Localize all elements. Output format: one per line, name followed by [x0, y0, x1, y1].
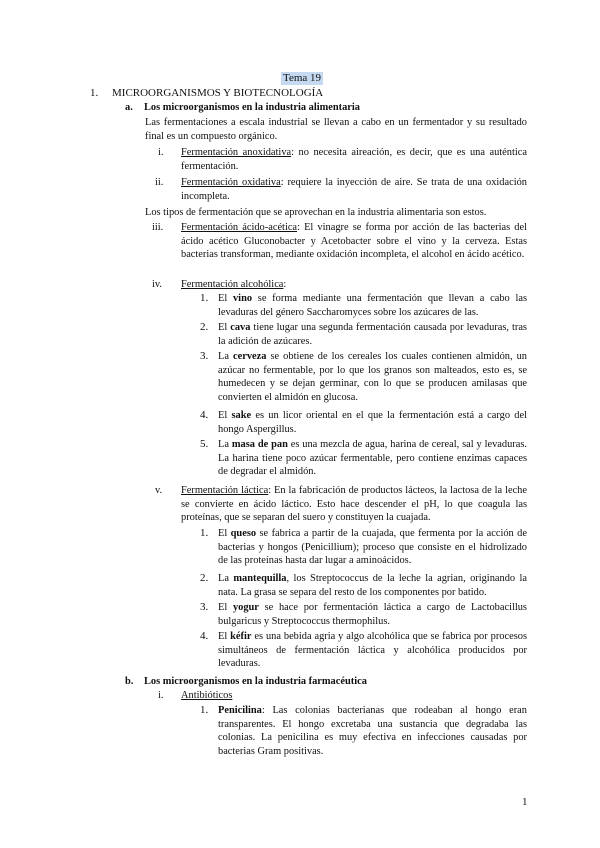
subsection-a-title: Los microorganismos en la industria alimentaria: [144, 102, 360, 113]
page-number: 1: [522, 796, 528, 808]
v-4-number: 4.: [200, 630, 209, 642]
item-iv-text: :: [283, 279, 287, 290]
item-iv-number: iv.: [152, 279, 163, 290]
subsection-b-label: b.: [125, 676, 134, 687]
item-iv: [181, 278, 527, 292]
b-item-i: [181, 689, 527, 703]
item-iii: [181, 221, 527, 262]
v-3-number: 3.: [200, 601, 209, 613]
types-paragraph: Los tipos de fermentación que se aprovechan en la industria alimentaria son estos.: [145, 207, 487, 218]
v-1-number: 1.: [200, 527, 209, 539]
intro-paragraph: Las fermentaciones a escala industrial se llevan a cabo en un fermentador y su resultado final es un compuesto orgánico.: [145, 117, 527, 142]
subsection-b-title: Los microorganismos en la industria farmacéutica: [144, 676, 367, 687]
b-1-number: 1.: [200, 704, 209, 716]
iv-5-number: 5.: [200, 438, 209, 450]
item-i-term: Fermentación anoxidativa: [181, 147, 292, 158]
iv-3-number: 3.: [200, 350, 209, 362]
iv-item-sake: El sake es un licor oriental en el que la fermentación está a cargo del hongo Aspergillus.: [218, 410, 527, 435]
item-v-number: v.: [155, 485, 163, 496]
iv-item-masa-de-pan: La masa de pan es una mezcla de agua, harina de cereal, sal y levaduras. La harina tiene poco azúcar fermentable, pero contiene enzimas capaces de degradar el almidón.: [218, 439, 527, 478]
iv-item-cava: El cava tiene lugar una segunda fermentación causada por levaduras, tras la adición de azúcares.: [218, 322, 527, 347]
section-heading: [90, 87, 490, 100]
item-v-text: : En la fabricación de productos lácteos, la lactosa de la leche se convierte en ácido láctico. Esto hace descender el pH, lo que coagula las proteínas, que se separan del suero y constituyen la cuajada.: [181, 485, 527, 524]
v-2-number: 2.: [200, 572, 209, 584]
v-item-yogur: El yogur se hace por fermentación láctica a cargo de Lactobacillus bulgaricus y Streptococcus thermophilus.: [218, 602, 527, 627]
v-item-kefir: El kéfir es una bebida agria y algo alcohólica que se fabrica por procesos simultáneos de fermentación láctica y alcohólica producidos por levaduras.: [218, 631, 527, 670]
v-item-queso: El queso se fabrica a partir de la cuajada, que fermenta por la acción de bacterias y hongos (Penicillium); proceso que consiste en el hidrolizado de las proteínas hasta dar lugar a aminoácidos.: [218, 528, 527, 567]
item-i-number: i.: [158, 147, 164, 158]
item-iii-term: Fermentación ácido-acética: [181, 222, 298, 233]
iv-1-number: 1.: [200, 292, 209, 304]
subsection-a-heading: [125, 101, 545, 114]
item-ii-number: ii.: [155, 177, 164, 188]
item-ii-term: Fermentación oxidativa: [181, 177, 281, 188]
item-ii-text: : requiere la inyección de aire. Se trata de una oxidación incompleta.: [181, 177, 527, 202]
iv-4-number: 4.: [200, 409, 209, 421]
item-v: [181, 484, 527, 525]
b-item-i-number: i.: [158, 690, 164, 701]
v-item-mantequilla: La mantequilla, los Streptococcus de la leche la agrian, originando la nata. La grasa se separa del resto de los componentes por batido.: [218, 573, 527, 598]
iv-item-cerveza: La cerveza se obtiene de los cereales los cuales contienen almidón, un azúcar no fermentable, por lo que los granos son malteados, esto es, se humedecen y se dejan germinar, con lo que se producen amilasas que convierten el almidón en glucosa.: [218, 351, 527, 403]
item-iii-number: iii.: [152, 222, 164, 233]
item-iii-text: : El vinagre se forma por acción de las bacterias del ácido acético Gluconobacter y Acetobacter sobre el vino y la cerveza. Estas bacterias transforman, mediante oxidación incompleta, el alcohol en ácido acético.: [181, 222, 527, 261]
iv-2-number: 2.: [200, 321, 209, 333]
heading-number: 1.: [90, 87, 99, 99]
item-i-text: : no necesita aireación, es decir, que es una auténtica fermentación.: [181, 147, 527, 172]
subsection-b-heading: [125, 675, 545, 688]
item-iv-term: Fermentación alcohólica: [181, 279, 284, 290]
iv-item-vino: El vino se forma mediante una fermentación que llevan a cabo las levaduras del género Saccharomyces sobre los azúcares de las.: [218, 293, 527, 318]
document-title: Tema 19: [283, 72, 322, 84]
subsection-a-label: a.: [125, 102, 133, 113]
item-v-term: Fermentación láctica: [181, 485, 269, 496]
b-item-penicilina: Penicilina: Las colonias bacterianas que rodeaban al hongo eran transparentes. El hongo excretaba una sustancia que degradaba las colonias. La penicilina es muy efectiva en infecciones causadas por bacterias Gram positivas.: [218, 705, 527, 757]
heading-text: MICROORGANISMOS Y BIOTECNOLOGÍA: [112, 87, 324, 99]
item-i: [181, 146, 527, 173]
item-ii: [181, 176, 527, 203]
b-item-i-term: Antibióticos: [181, 690, 233, 701]
